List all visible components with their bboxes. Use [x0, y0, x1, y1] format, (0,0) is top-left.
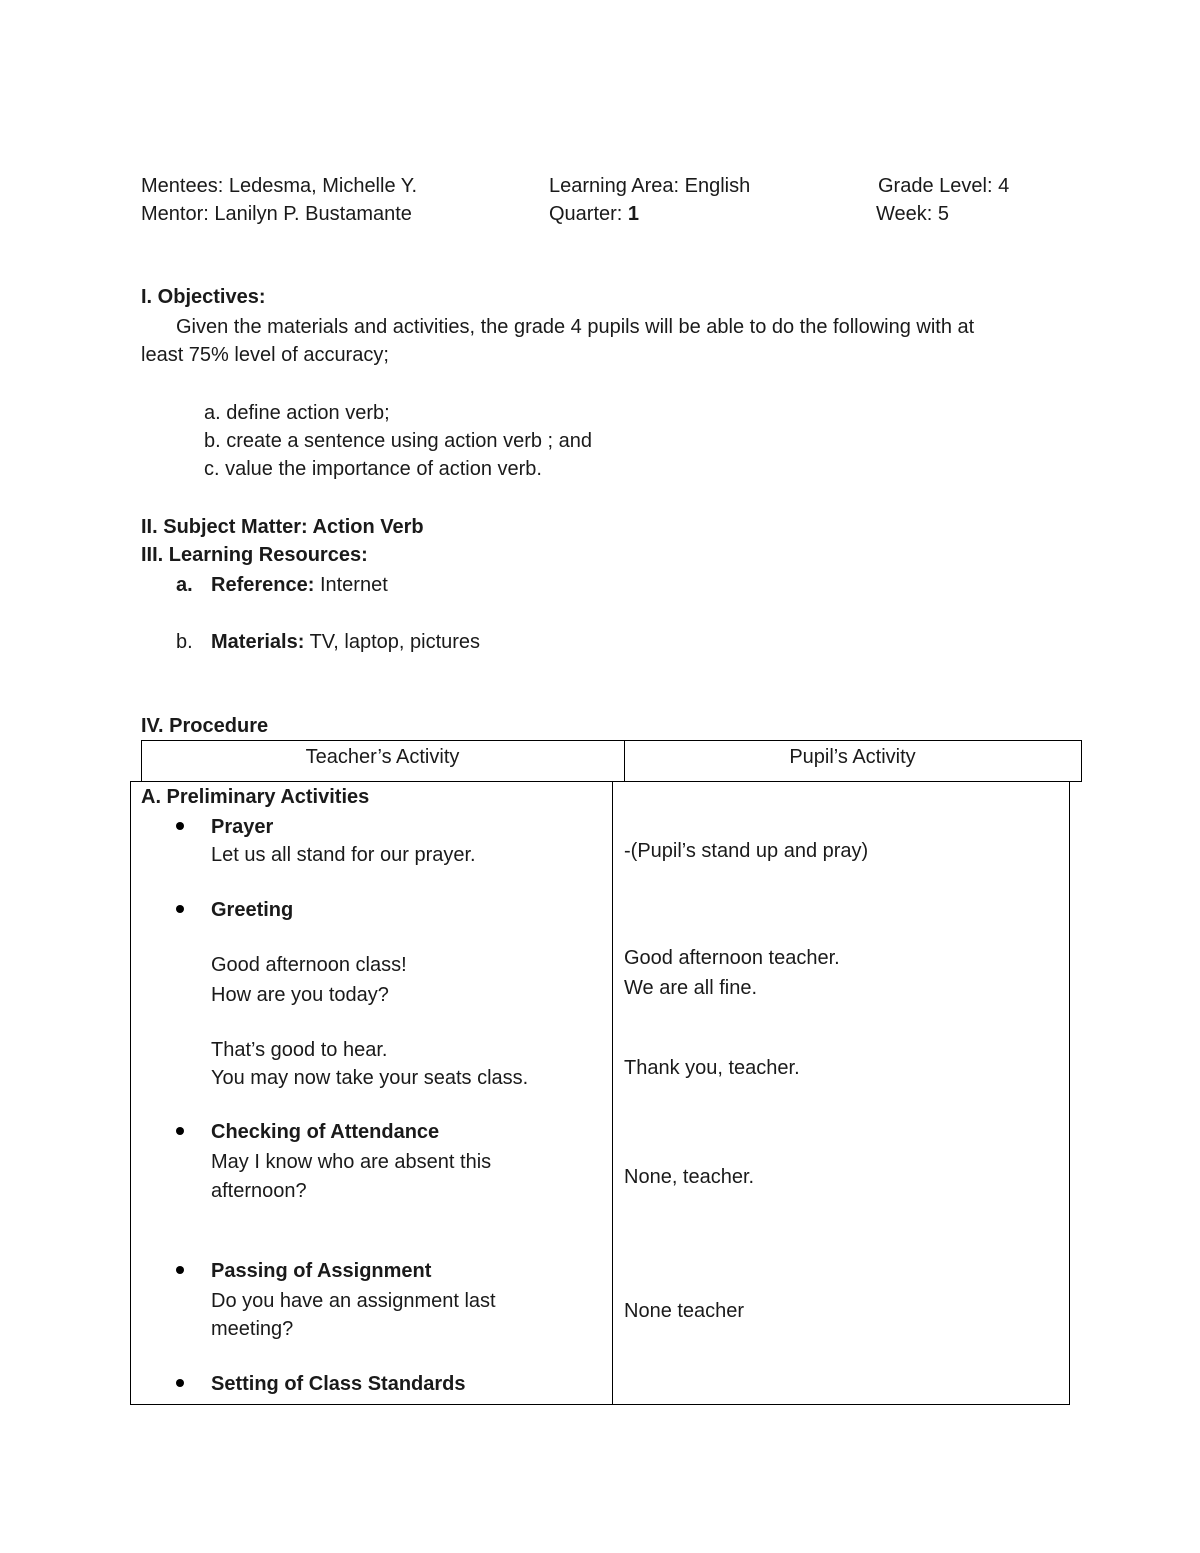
greeting-line1: Good afternoon class!: [211, 954, 407, 976]
quarter-value: 1: [627, 203, 640, 225]
objectives-intro-line1: Given the materials and activities, the grade 4 pupils will be able to do the following with at: [176, 316, 975, 338]
attendance-line2: afternoon?: [211, 1180, 307, 1202]
greeting-line2: How are you today?: [211, 984, 389, 1006]
prayer-title: Prayer: [211, 816, 274, 838]
mentor: Mentor: Lanilyn P. Bustamante: [141, 203, 412, 225]
section-preliminary: A. Preliminary Activities: [141, 786, 370, 808]
materials-value: TV, laptop, pictures: [304, 631, 481, 653]
prayer-response: -(Pupil’s stand up and pray): [624, 840, 869, 862]
greeting-response1: Good afternoon teacher.: [624, 947, 840, 969]
greeting-title: Greeting: [211, 899, 294, 921]
grade-level: Grade Level: 4: [878, 175, 1010, 197]
materials: [211, 628, 480, 656]
good-line2: You may now take your seats class.: [211, 1067, 529, 1089]
reference-value: Internet: [314, 574, 388, 596]
assignment-title: Passing of Assignment: [211, 1260, 432, 1282]
materials-marker: b.: [176, 631, 193, 653]
good-line1: That’s good to hear.: [211, 1039, 388, 1061]
learning-area: Learning Area: English: [549, 175, 751, 197]
standards-title: Setting of Class Standards: [211, 1373, 466, 1395]
reference: [211, 571, 388, 599]
bullet-icon: [176, 905, 184, 913]
col-pupil-header: Pupil’s Activity: [789, 746, 916, 768]
bullet-icon: [176, 1379, 184, 1387]
attendance-title: Checking of Attendance: [211, 1121, 440, 1143]
procedure-heading: IV. Procedure: [141, 715, 269, 737]
week: Week: 5: [876, 203, 949, 225]
quarter-label: Quarter:: [549, 203, 628, 225]
objective-item-a: a. define action verb;: [204, 402, 390, 424]
assignment-line1: Do you have an assignment last: [211, 1290, 496, 1312]
bullet-icon: [176, 822, 184, 830]
good-response: Thank you, teacher.: [624, 1057, 800, 1079]
table-body-divider: [612, 781, 613, 1405]
greeting-response2: We are all fine.: [624, 977, 758, 999]
col-teacher-header: Teacher’s Activity: [305, 746, 460, 768]
attendance-response: None, teacher.: [624, 1166, 755, 1188]
bullet-icon: [176, 1266, 184, 1274]
bullet-icon: [176, 1127, 184, 1135]
resources-heading: III. Learning Resources:: [141, 544, 368, 566]
reference-marker: a.: [176, 574, 193, 596]
prayer-text: Let us all stand for our prayer.: [211, 844, 476, 866]
assignment-line2: meeting?: [211, 1318, 294, 1340]
assignment-response: None teacher: [624, 1300, 745, 1322]
subject-matter: II. Subject Matter: Action Verb: [141, 516, 424, 538]
objectives-intro-line2: least 75% level of accuracy;: [141, 344, 389, 366]
materials-label: Materials:: [211, 631, 305, 653]
objectives-heading: I. Objectives:: [141, 286, 266, 308]
reference-label: Reference:: [211, 574, 315, 596]
objective-item-b: b. create a sentence using action verb ; and: [204, 430, 593, 452]
attendance-line1: May I know who are absent this: [211, 1151, 492, 1173]
mentees: Mentees: Ledesma, Michelle Y.: [141, 175, 418, 197]
quarter: [549, 200, 639, 228]
objective-item-c: c. value the importance of action verb.: [204, 458, 542, 480]
